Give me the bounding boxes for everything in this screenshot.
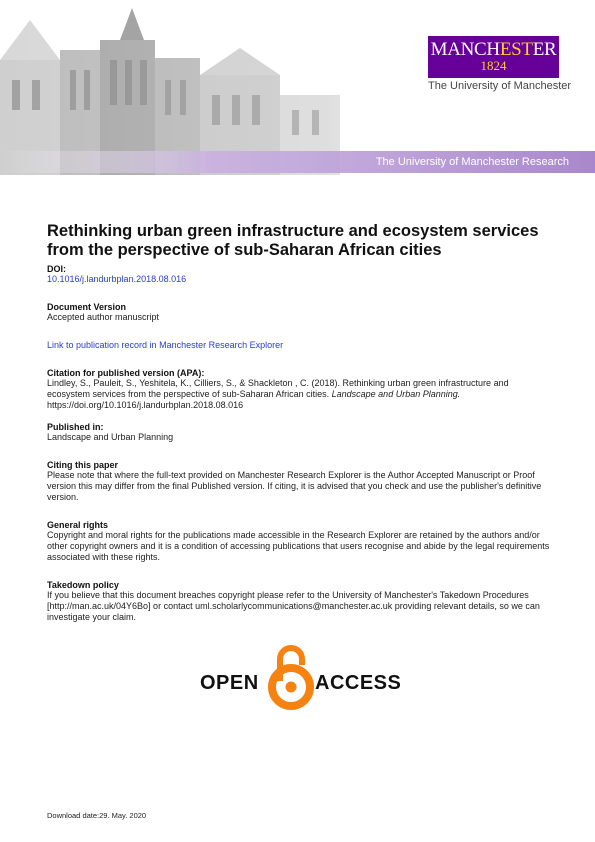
record-section [47, 340, 553, 351]
open-word: OPEN [200, 672, 259, 694]
logo-word-part: ER [532, 39, 557, 60]
citing-label: Citing this paper [47, 460, 119, 470]
doi-link[interactable]: 10.1016/j.landurbplan.2018.08.016 [47, 274, 187, 284]
version-value: Accepted author manuscript [47, 312, 160, 322]
header-banner [0, 0, 595, 175]
citation-label: Citation for published version (APA): [47, 368, 205, 378]
publication-record-link[interactable]: Link to publication record in Manchester Research Explorer [47, 340, 284, 350]
download-date: Download date:29. May. 2020 [47, 811, 147, 820]
doi-label: DOI: [47, 264, 66, 274]
version-section [47, 302, 553, 323]
logo-word-part: MANCH [430, 39, 500, 60]
open-access-lock-icon [266, 641, 316, 713]
version-label: Document Version [47, 302, 127, 312]
published-label: Published in: [47, 422, 104, 432]
paper-title: Rethinking urban green infrastructure and ecosystem services from the perspective of sub-Saharan African cities [47, 222, 539, 259]
takedown-text: If you believe that this document breaches copyright please refer to the University of Manchester's Takedown Procedures [http://man.ac.uk/04Y6Bo] or contact uml.scholarlycommunications@manchester.ac.uk providing relevant details, so we can investigate your claim. [47, 590, 540, 622]
rights-text: Copyright and moral rights for the publications made accessible in the Research Explorer are retained by the authors and/or other copyright owners and it is a condition of accessing publications that users recognise and abide by the legal requirements associated with these rights. [47, 530, 550, 562]
takedown-section [47, 580, 553, 623]
citation-text [47, 378, 553, 411]
citation-body: Lindley, S., Pauleit, S., Yeshitela, K., Cilliers, S., & Shackleton , C. (2018). Rethinking urban green infrastructure and ecosystem services from the perspective of sub-Saharan African cities. [47, 378, 509, 399]
research-band-text: The University of Manchester Research [375, 156, 569, 168]
published-section [47, 422, 553, 443]
citing-text: Please note that where the full-text provided on Manchester Research Explorer is the Author Accepted Manuscript or Proof version this may differ from the final Published version. If citing, it is advised that you check and use the publisher's definitive version. [47, 470, 542, 502]
open-access-logo [200, 641, 400, 713]
citation-journal: Landscape and Urban Planning. [331, 389, 461, 399]
rights-section [47, 520, 553, 563]
document-cover-content [47, 222, 553, 623]
logo-subtitle: The University of Manchester [428, 80, 572, 92]
logo-wordmark [428, 40, 559, 60]
citation-url[interactable]: https://doi.org/10.1016/j.landurbplan.2018.08.016 [47, 400, 244, 410]
access-word: ACCESS [315, 672, 402, 694]
university-logo[interactable] [428, 36, 559, 78]
logo-word-est: EST [499, 39, 533, 60]
rights-label: General rights [47, 520, 109, 530]
logo-year: 1824 [480, 58, 507, 73]
takedown-label: Takedown policy [47, 580, 119, 590]
doi-section [47, 264, 553, 285]
citing-section [47, 460, 553, 503]
citation-section [47, 368, 553, 411]
published-value: Landscape and Urban Planning [47, 432, 174, 442]
